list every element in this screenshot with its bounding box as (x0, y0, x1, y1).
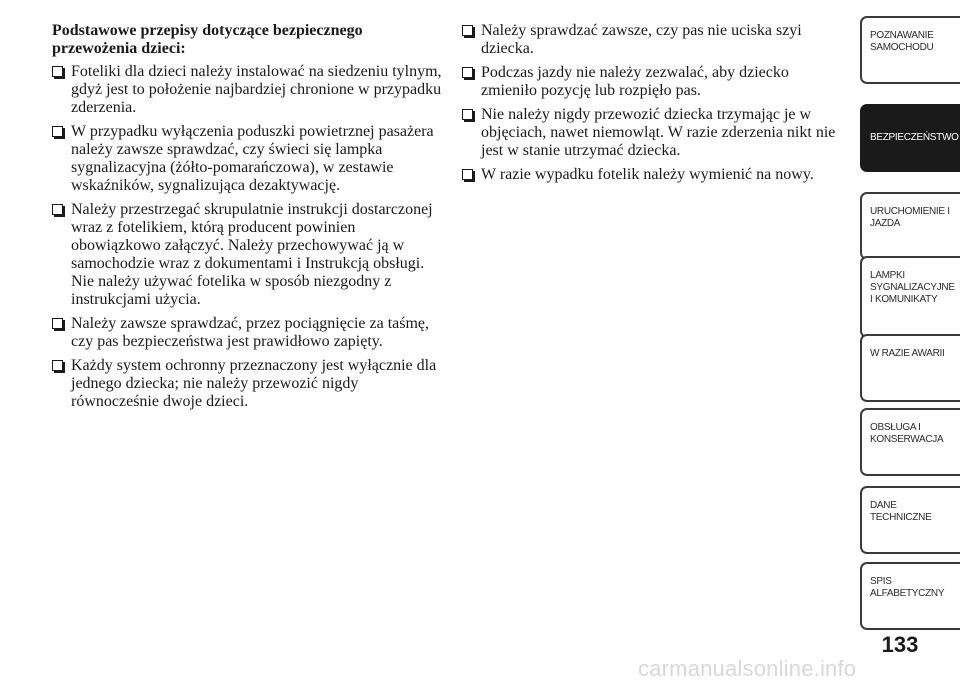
list-item (462, 166, 842, 184)
heading-line-2: przewożenia dzieci: (52, 40, 186, 57)
checkbox-bullet-icon (52, 204, 63, 215)
section-heading (52, 22, 447, 58)
page-number: 133 (881, 632, 919, 657)
tab-poznawanie-samochodu[interactable]: POZNAWANIE SAMOCHODU (860, 16, 960, 84)
list-item-text: Podczas jazdy nie należy zezwalać, aby dziecko zmieniło pozycję lub rozpięło pas. (481, 64, 789, 99)
list-item (52, 315, 447, 351)
list-item-text: Nie należy nigdy przewozić dziecka trzymając je w objęciach, nawet niemowląt. W razie zderzenia nikt nie jest w stanie utrzymać dziecka. (481, 106, 836, 159)
list-item (52, 357, 447, 411)
heading-line-1: Podstawowe przepisy dotyczące bezpiecznego (52, 22, 363, 39)
watermark: carmanualsonline.info (638, 656, 857, 681)
tab-w-razie-awarii[interactable]: W RAZIE AWARII (860, 334, 960, 402)
tab-bezpieczenstwo[interactable]: BEZPIECZEŃSTWO (860, 104, 960, 172)
checkbox-bullet-icon (52, 318, 63, 329)
list-item (462, 106, 842, 160)
list-item-text: Należy zawsze sprawdzać, przez pociągnięcie za taśmę, czy pas bezpieczeństwa jest prawidłowo zapięty. (71, 315, 430, 350)
list-item (52, 201, 447, 309)
list-item-text: Foteliki dla dzieci należy instalować na siedzeniu tylnym, gdyż jest to położenie najbardziej chronione w przypadku zderzenia. (71, 63, 442, 116)
tab-spis-alfabetyczny[interactable]: SPIS ALFABETYCZNY (860, 562, 960, 630)
checkbox-bullet-icon (462, 25, 473, 36)
list-item-text: W razie wypadku fotelik należy wymienić na nowy. (481, 166, 814, 183)
checkbox-bullet-icon (52, 126, 63, 137)
list-item (52, 123, 447, 195)
right-column (462, 22, 842, 190)
tab-uruchomienie-jazda[interactable]: URUCHOMIENIE I JAZDA (860, 192, 960, 260)
checkbox-bullet-icon (462, 169, 473, 180)
list-item-text: Należy sprawdzać zawsze, czy pas nie uciska szyi dziecka. (481, 22, 802, 57)
checkbox-bullet-icon (462, 67, 473, 78)
list-item-text: Należy przestrzegać skrupulatnie instrukcji dostarczonej wraz z fotelikiem, którą producent powinien obowiązkowo załączyć. Należy przechowywać ją w samochodzie wraz z dokumentami i Instrukcją obsługi. Nie należy używać fotelika w sposób niezgodny z instrukcjami użycia. (71, 201, 433, 308)
tab-dane-techniczne[interactable]: DANE TECHNICZNE (860, 486, 960, 554)
tab-lampki-sygnalizacyjne[interactable]: LAMPKI SYGNALIZACYJNE I KOMUNIKATY (860, 256, 960, 338)
list-item-text: Każdy system ochronny przeznaczony jest wyłącznie dla jednego dziecka; nie należy przewozić nigdy równocześnie dwoje dzieci. (71, 357, 437, 410)
checkbox-bullet-icon (52, 66, 63, 77)
tab-obsluga-konserwacja[interactable]: OBSŁUGA I KONSERWACJA (860, 408, 960, 476)
list-item (52, 63, 447, 117)
list-item (462, 22, 842, 58)
chapter-tabs (860, 16, 960, 616)
checkbox-bullet-icon (462, 109, 473, 120)
list-item-text: W przypadku wyłączenia poduszki powietrznej pasażera należy zawsze sprawdzać, czy świeci się lampka sygnalizacyjna (żółto-pomarańczowa), w zestawie wskaźników, sygnalizująca dezaktywację. (71, 123, 434, 194)
list-item (462, 64, 842, 100)
checkbox-bullet-icon (52, 360, 63, 371)
left-column (52, 22, 447, 417)
